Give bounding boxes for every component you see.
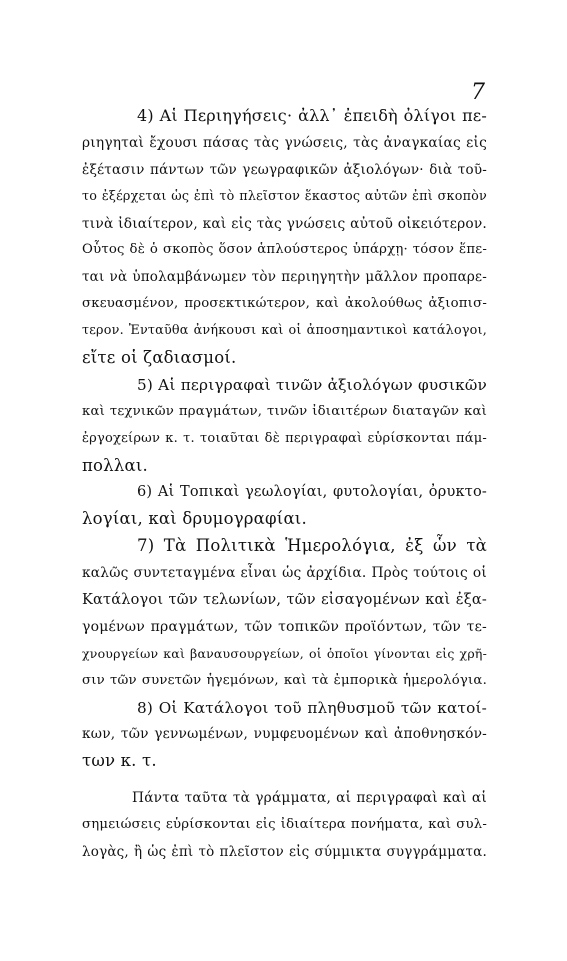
text-line: Κατάλογοι τῶν τελωνίων, τῶν εἰσαγομένων καὶ ἐξα- <box>82 592 487 609</box>
text-line: 6) Αἱ Τοπικαὶ γεωλογίαι, φυτολογίαι, ὀρυκτο- <box>137 484 487 501</box>
text-line: καὶ τεχνικῶν πραγμάτων, τινῶν ἰδιαιτέρων διαταγῶν καὶ <box>82 403 487 419</box>
text-line: ριηγηταὶ ἔχουσι πάσας τὰς γνώσεις, τὰς ἀναγκαίας εἰς <box>82 134 487 151</box>
text-line: το ἐξέρχεται ὡς ἐπὶ τὸ πλεῖστον ἕκαστος αὐτῶν ἐπὶ σκοπὸν <box>82 188 487 204</box>
text-line: τερον. Ἐνταῦθα ἀνήκουσι καὶ οἱ ἀποσημαντικοὶ κατάλογοι, <box>82 323 487 339</box>
text-line: λογὰς, ἢ ὡς ἐπὶ τὸ πλεῖστον εἰς σύμμικτα συγγράμματα. <box>82 844 487 861</box>
text-line: 7) Τὰ Πολιτικὰ Ἡμερολόγια, ἐξ ὧν τὰ <box>137 536 487 556</box>
text-line: γομένων πραγμάτων, τῶν τοπικῶν προϊόντων, τῶν τε- <box>82 618 487 635</box>
text-line: σημειώσεις εὑρίσκονται εἰς ἰδιαίτερα πονήματα, καὶ συλ- <box>82 817 487 833</box>
text-line: σιν τῶν συνετῶν ἡγεμόνων, καὶ τὰ ἐμπορικὰ ἡμερολόγια. <box>82 672 487 688</box>
text-line: ἐργοχείρων κ. τ. τοιαῦται δὲ περιγραφαὶ εὑρίσκονται πάμ- <box>82 430 487 446</box>
text-line: κων, τῶν γεννωμένων, νυμφευομένων καὶ ἀποθνησκόν- <box>82 726 487 743</box>
page-number: 7 <box>471 80 485 105</box>
text-line: 5) Αἱ περιγραφαὶ τινῶν ἀξιολόγων φυσικῶν <box>137 375 487 394</box>
text-line: των κ. τ. <box>82 751 157 771</box>
text-line: λογίαι, καὶ δρυμογραφίαι. <box>82 509 307 529</box>
paragraph-gap <box>82 775 487 785</box>
text-line: τινὰ ἰδιαίτερον, καὶ εἰς τὰς γνώσεις αὐτοῦ οἰκειότερον. <box>82 215 487 232</box>
text-line: Οὗτος δὲ ὁ σκοπὸς ὅσον ἁπλούστερος ὑπάρχῃ· τόσον ἕπε- <box>82 242 487 258</box>
text-line: 8) Οἱ Κατάλογοι τοῦ πληθυσμοῦ τῶν κατοί- <box>137 698 487 717</box>
body-text <box>82 103 487 866</box>
text-line: εἴτε οἱ ζαδιασμοί. <box>82 348 237 368</box>
text-line: χνουργείων καὶ βαναυσουργείων, οἱ ὁποῖοι γίνονται εἰς χρῆ- <box>82 645 487 661</box>
text-line: Πάντα ταῦτα τὰ γράμματα, αἱ περιγραφαὶ καὶ αἱ <box>132 790 487 807</box>
text-line: ἐξέτασιν πάντων τῶν γεωγραφικῶν ἀξιολόγων· διὰ τοῦ- <box>82 161 487 178</box>
text-line: σκευασμένον, προσεκτικώτερον, καὶ ἀκολούθως ἀξιοπισ- <box>82 296 487 312</box>
text-line: 4) Αἱ Περιηγήσεις· ἀλλ᾽ ἐπειδὴ ὀλίγοι πε- <box>137 106 487 125</box>
text-line: καλῶς συντεταγμένα εἶναι ὡς ἀρχίδια. Πρὸς τούτοις οἱ <box>82 565 487 582</box>
text-line: πολλαι. <box>82 455 148 475</box>
text-line: ται νὰ ὑπολαμβάνωμεν τὸν περιηγητὴν μᾶλλον προπαρε- <box>82 269 487 286</box>
